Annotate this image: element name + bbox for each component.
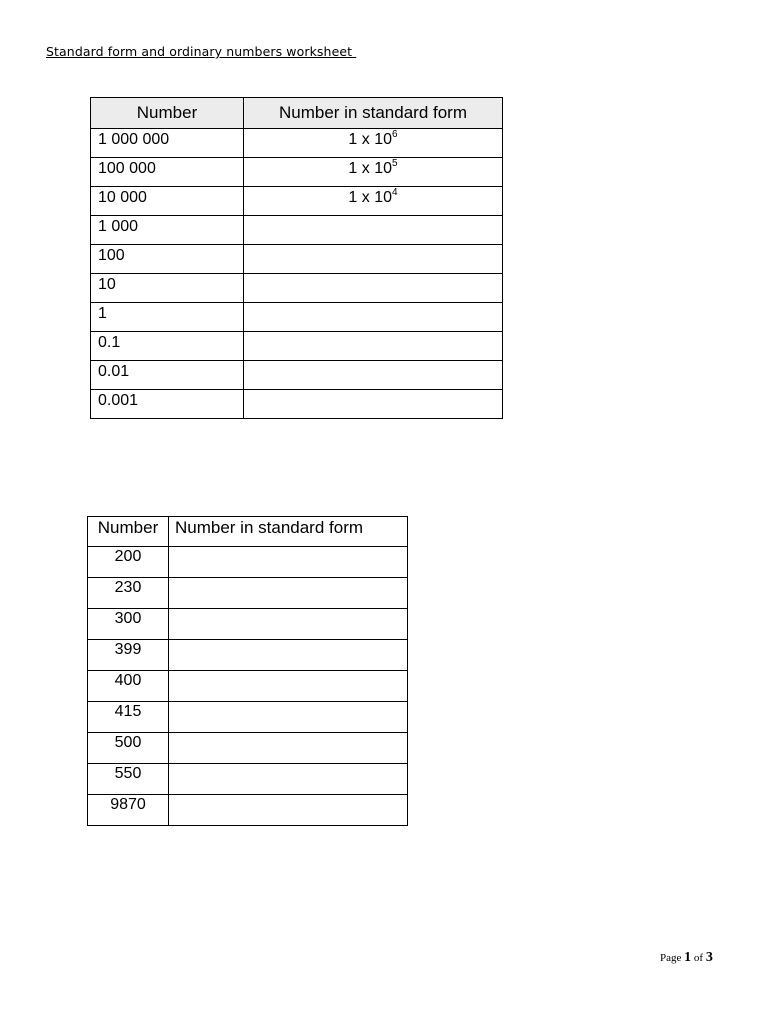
number-cell: 10	[91, 274, 244, 303]
table-row	[88, 640, 408, 671]
table-row	[88, 609, 408, 640]
page-footer	[660, 950, 713, 966]
standard-form-exponent: 6	[392, 129, 398, 140]
number-cell: 400	[88, 671, 169, 702]
standard-form-base: 1 x 10	[348, 131, 393, 148]
number-cell: 550	[88, 764, 169, 795]
table-header-row	[91, 98, 503, 129]
table-row	[91, 245, 503, 274]
standard-form-cell[interactable]	[244, 274, 503, 303]
standard-form-cell[interactable]	[169, 733, 408, 764]
standard-form-base: 1 x 10	[348, 160, 393, 177]
column-header-number: Number	[91, 98, 244, 129]
number-cell: 1 000	[91, 216, 244, 245]
column-header-standard-form: Number in standard form	[169, 517, 408, 547]
convert-numbers-table	[87, 516, 408, 826]
table-row	[91, 303, 503, 332]
table-row	[91, 129, 503, 158]
number-cell: 500	[88, 733, 169, 764]
standard-form-cell[interactable]	[244, 216, 503, 245]
standard-form-cell[interactable]	[244, 245, 503, 274]
column-header-standard-form: Number in standard form	[244, 98, 503, 129]
standard-form-cell[interactable]	[244, 361, 503, 390]
table-row	[88, 671, 408, 702]
number-cell: 415	[88, 702, 169, 733]
standard-form-exponent: 5	[392, 158, 398, 169]
number-cell: 0.001	[91, 390, 244, 419]
standard-form-cell[interactable]	[169, 609, 408, 640]
number-cell: 0.01	[91, 361, 244, 390]
standard-form-cell[interactable]	[169, 640, 408, 671]
table-row	[91, 361, 503, 390]
powers-of-ten-table	[90, 97, 503, 419]
number-cell: 10 000	[91, 187, 244, 216]
standard-form-cell[interactable]	[244, 129, 503, 158]
standard-form-cell[interactable]	[169, 702, 408, 733]
table-row	[91, 274, 503, 303]
table-row	[88, 764, 408, 795]
table-row	[91, 332, 503, 361]
number-cell: 100 000	[91, 158, 244, 187]
number-cell: 1 000 000	[91, 129, 244, 158]
current-page-number: 1	[684, 950, 692, 965]
worksheet-title: Standard form and ordinary numbers worksheet	[46, 44, 357, 59]
number-cell: 1	[91, 303, 244, 332]
number-cell: 300	[88, 609, 169, 640]
table-row	[91, 390, 503, 419]
table-row	[91, 158, 503, 187]
number-cell: 200	[88, 547, 169, 578]
table-row	[91, 187, 503, 216]
standard-form-cell[interactable]	[244, 332, 503, 361]
table-row	[88, 702, 408, 733]
number-cell: 100	[91, 245, 244, 274]
number-cell: 9870	[88, 795, 169, 826]
of-label: of	[693, 952, 704, 964]
table-row	[91, 216, 503, 245]
number-cell: 0.1	[91, 332, 244, 361]
standard-form-cell[interactable]	[169, 547, 408, 578]
standard-form-cell[interactable]	[169, 578, 408, 609]
number-cell: 230	[88, 578, 169, 609]
table-row	[88, 733, 408, 764]
column-header-number: Number	[88, 517, 169, 547]
standard-form-cell[interactable]	[244, 303, 503, 332]
table-row	[88, 578, 408, 609]
total-pages-number: 3	[705, 950, 713, 965]
table-row	[88, 795, 408, 826]
standard-form-exponent: 4	[392, 187, 398, 198]
table-row	[88, 547, 408, 578]
standard-form-cell[interactable]	[244, 390, 503, 419]
page-label: Page	[660, 952, 682, 964]
standard-form-cell[interactable]	[244, 187, 503, 216]
table-header-row	[88, 517, 408, 547]
standard-form-base: 1 x 10	[348, 189, 393, 206]
number-cell: 399	[88, 640, 169, 671]
standard-form-cell[interactable]	[244, 158, 503, 187]
standard-form-cell[interactable]	[169, 764, 408, 795]
standard-form-cell[interactable]	[169, 671, 408, 702]
standard-form-cell[interactable]	[169, 795, 408, 826]
